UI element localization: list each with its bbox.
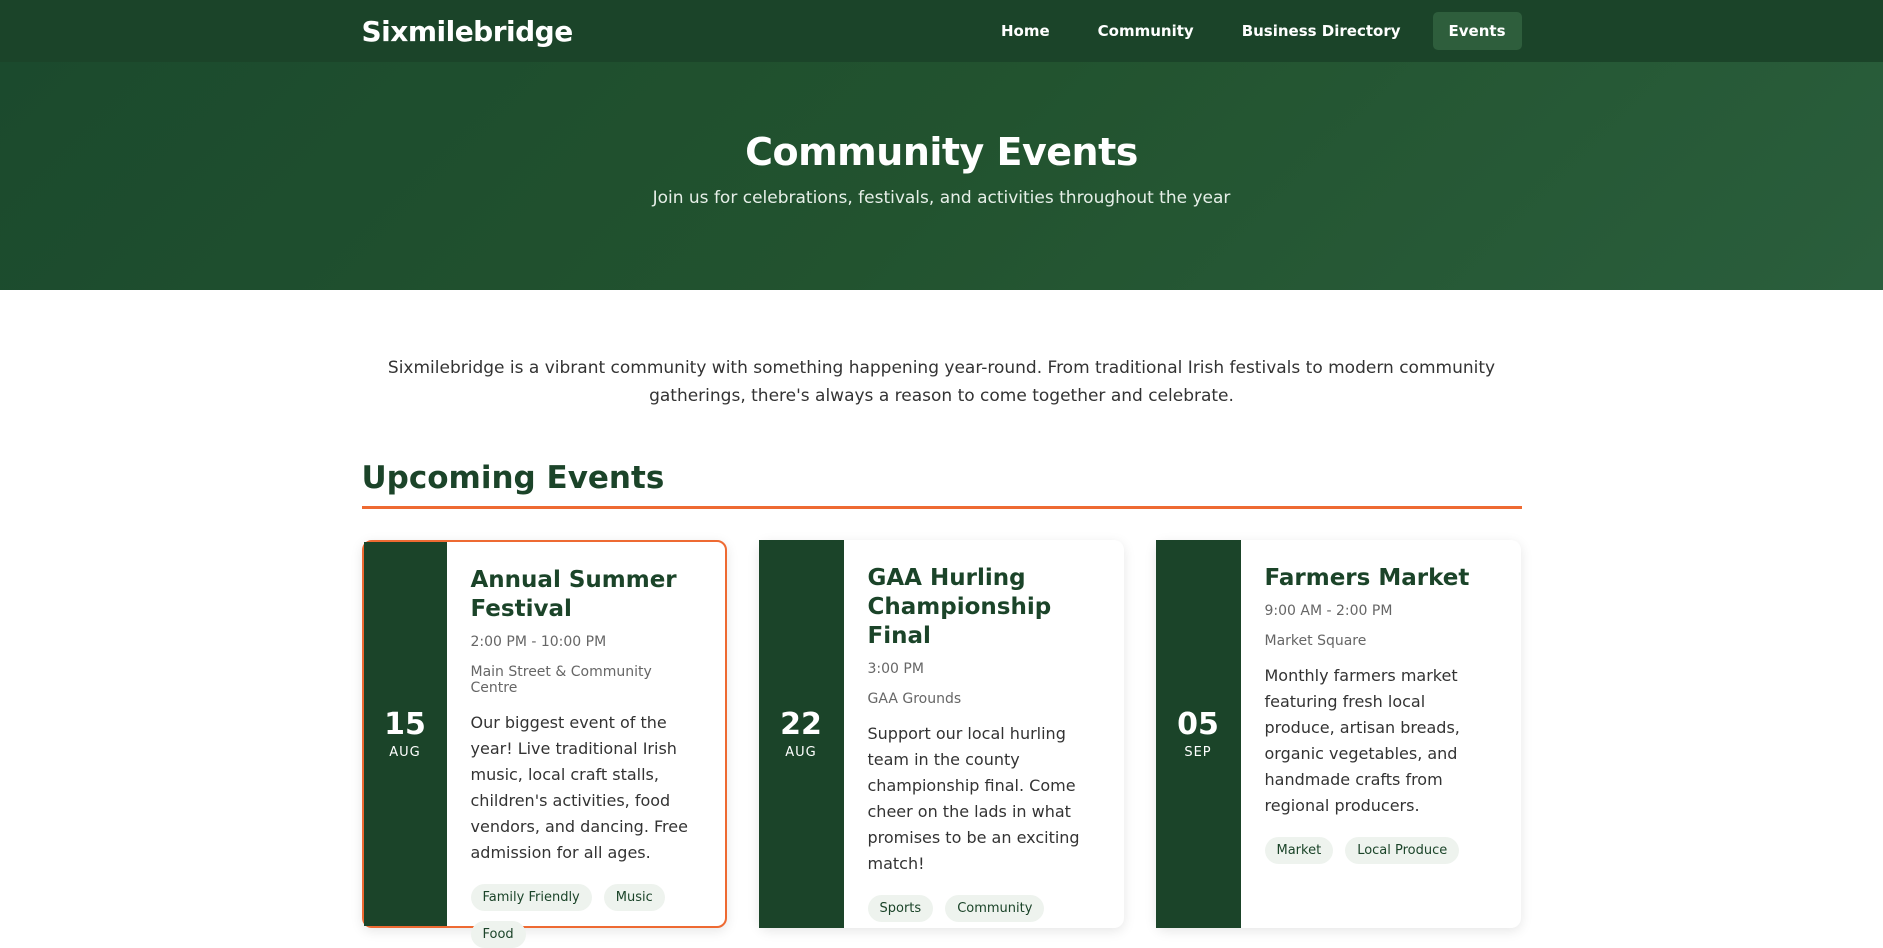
page-title: Community Events <box>745 130 1138 174</box>
event-tag[interactable]: Music <box>604 884 665 911</box>
event-tag[interactable]: Sports <box>868 895 934 922</box>
event-tag[interactable]: Food <box>471 921 526 948</box>
navbar-inner <box>362 0 1522 62</box>
nav-link-home[interactable]: Home <box>1000 22 1050 40</box>
event-location: Market Square <box>1264 633 1367 649</box>
event-day: 15 <box>384 706 426 742</box>
event-tags <box>471 884 703 948</box>
event-body <box>447 542 725 942</box>
hero-banner <box>0 62 1883 290</box>
event-title[interactable]: Annual Summer Festival <box>470 567 677 622</box>
event-time: 3:00 PM <box>867 661 924 677</box>
nav-link-business-directory[interactable]: Business Directory <box>1241 22 1401 40</box>
event-body <box>1241 540 1521 928</box>
nav-link-events[interactable]: Events <box>1433 12 1522 50</box>
event-tag[interactable]: Family Friendly <box>471 884 592 911</box>
event-day: 22 <box>780 706 822 742</box>
event-location: Main Street & Community Centre <box>470 664 652 696</box>
event-description: Support our local hurling team in the county championship final. Come cheer on the lads in what promises to be an exciting match! <box>867 724 1080 873</box>
event-list <box>362 540 1522 942</box>
navbar <box>0 0 1883 62</box>
section-title: Upcoming Events <box>362 460 1522 509</box>
event-card[interactable] <box>362 540 727 942</box>
event-body <box>844 540 1124 928</box>
event-card[interactable] <box>759 540 1124 928</box>
event-location: GAA Grounds <box>867 691 962 707</box>
event-title[interactable]: Farmers Market <box>1264 565 1470 591</box>
nav-link-community[interactable]: Community <box>1097 22 1194 40</box>
main-content <box>361 354 1522 942</box>
event-tag[interactable]: Market <box>1265 837 1334 864</box>
event-tag[interactable]: Community <box>945 895 1044 922</box>
page-subtitle: Join us for celebrations, festivals, and activities throughout the year <box>652 188 1231 208</box>
event-date <box>364 542 447 926</box>
event-day: 05 <box>1177 706 1219 742</box>
event-month: AUG <box>785 744 817 760</box>
event-tag[interactable]: Local Produce <box>1345 837 1459 864</box>
event-month: AUG <box>389 744 421 760</box>
event-description: Monthly farmers market featuring fresh local produce, artisan breads, organic vegetables, and handmade crafts from regional producers. <box>1264 666 1460 815</box>
event-month: SEP <box>1184 744 1212 760</box>
event-date <box>759 540 844 928</box>
event-time: 9:00 AM - 2:00 PM <box>1264 603 1393 619</box>
event-tags <box>868 895 1102 922</box>
event-tags <box>1265 837 1499 864</box>
event-time: 2:00 PM - 10:00 PM <box>470 634 607 650</box>
nav-links <box>985 12 1522 50</box>
site-logo[interactable]: Sixmilebridge <box>361 14 573 48</box>
intro-text: Sixmilebridge is a vibrant community with something happening year-round. From traditional Irish festivals to modern community gatherings, there's always a reason to come together and celebrate. <box>387 358 1496 406</box>
event-date <box>1156 540 1241 928</box>
event-title[interactable]: GAA Hurling Championship Final <box>867 565 1052 649</box>
event-description: Our biggest event of the year! Live traditional Irish music, local craft stalls, children's activities, food vendors, and dancing. Free admission for all ages. <box>470 713 688 862</box>
event-card[interactable] <box>1156 540 1521 928</box>
